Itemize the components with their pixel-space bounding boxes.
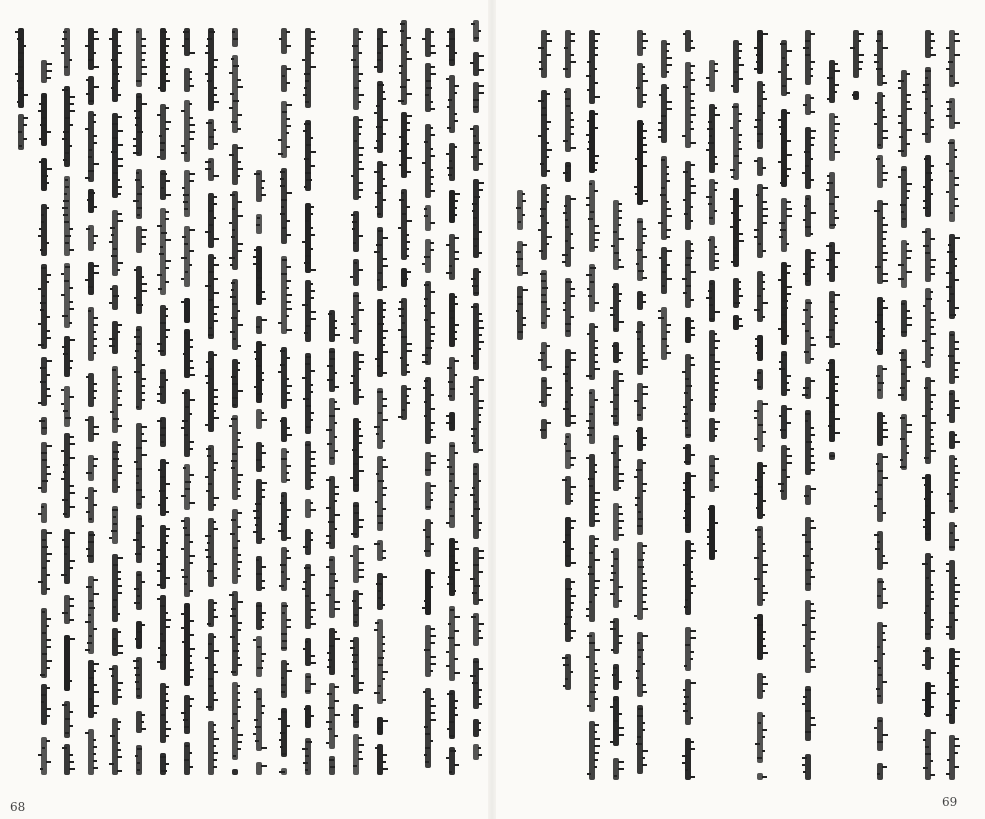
left-page — [0, 0, 490, 819]
right-page — [495, 0, 985, 819]
left-page-number: 68 — [10, 800, 26, 814]
right-page-number: 69 — [942, 795, 958, 809]
